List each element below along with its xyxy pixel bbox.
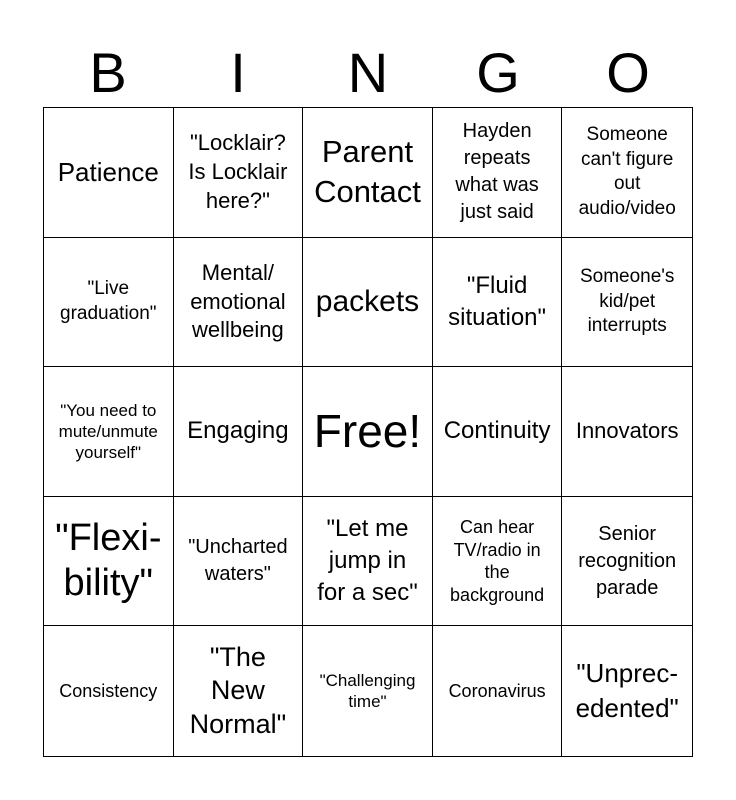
bingo-header xyxy=(43,40,693,106)
header-letter-i: I xyxy=(230,41,246,104)
bingo-cell-r5c4[interactable] xyxy=(433,626,563,756)
cell-text: Can hear TV/radio in the background xyxy=(450,517,545,605)
cell-text: Consistency xyxy=(59,680,158,701)
bingo-cell-r2c3[interactable] xyxy=(303,238,433,368)
cell-text: Parent Contact xyxy=(314,134,421,210)
bingo-cell-r5c3[interactable] xyxy=(303,626,433,756)
cell-text: "Challenging time" xyxy=(319,670,416,712)
bingo-cell-r1c3[interactable] xyxy=(303,108,433,238)
cell-text: "Unprec- edented" xyxy=(575,658,679,724)
cell-text: Engaging xyxy=(187,417,289,445)
cell-text: Coronavirus xyxy=(448,680,546,701)
cell-text: Patience xyxy=(57,156,159,187)
bingo-cell-r1c4[interactable] xyxy=(433,108,563,238)
cell-text: Someone can't figure out audio/video xyxy=(578,123,676,219)
cell-text: Someone's kid/pet interrupts xyxy=(579,265,675,337)
bingo-cell-r4c1[interactable] xyxy=(44,497,174,627)
bingo-cell-r5c5[interactable] xyxy=(562,626,692,756)
header-letter-g: G xyxy=(476,41,520,104)
bingo-cell-r3c1[interactable] xyxy=(44,367,174,497)
cell-text: "The New Normal" xyxy=(189,641,287,740)
bingo-cell-r3c2[interactable] xyxy=(174,367,304,497)
cell-text: "Fluid situation" xyxy=(448,271,547,331)
bingo-cell-r4c5[interactable] xyxy=(562,497,692,627)
bingo-cell-r3c5[interactable] xyxy=(562,367,692,497)
cell-text: Innovators xyxy=(575,418,679,444)
cell-text: packets xyxy=(315,285,420,319)
cell-text: "Flexi- bility" xyxy=(55,516,162,605)
bingo-cell-r4c2[interactable] xyxy=(174,497,304,627)
bingo-cell-r5c2[interactable] xyxy=(174,626,304,756)
cell-text: "Live graduation" xyxy=(60,278,157,324)
bingo-cell-r2c2[interactable] xyxy=(174,238,304,368)
free-space-text: Free! xyxy=(313,405,422,458)
header-letter-o: O xyxy=(606,41,650,104)
bingo-cell-r3c4[interactable] xyxy=(433,367,563,497)
bingo-cell-r1c1[interactable] xyxy=(44,108,174,238)
bingo-cell-r4c3[interactable] xyxy=(303,497,433,627)
bingo-cell-r2c1[interactable] xyxy=(44,238,174,368)
bingo-cell-r4c4[interactable] xyxy=(433,497,563,627)
cell-text: Senior recognition parade xyxy=(578,522,677,599)
bingo-cell-r2c4[interactable] xyxy=(433,238,563,368)
bingo-cell-r2c5[interactable] xyxy=(562,238,692,368)
header-letter-b: B xyxy=(89,41,127,104)
bingo-cell-r1c5[interactable] xyxy=(562,108,692,238)
cell-text: "You need to mute/unmute yourself" xyxy=(58,400,158,463)
cell-text: "Uncharted waters" xyxy=(188,536,288,586)
cell-text: Mental/ emotional wellbeing xyxy=(190,260,286,343)
bingo-cell-free[interactable] xyxy=(303,367,433,497)
cell-text: Continuity xyxy=(443,417,551,445)
bingo-grid xyxy=(43,107,693,757)
cell-text: "Locklair? Is Locklair here?" xyxy=(188,130,288,213)
cell-text: "Let me jump in for a sec" xyxy=(317,514,418,607)
bingo-cell-r1c2[interactable] xyxy=(174,108,304,238)
bingo-cell-r5c1[interactable] xyxy=(44,626,174,756)
header-letter-n: N xyxy=(347,41,389,104)
cell-text: Hayden repeats what was just said xyxy=(455,120,539,224)
